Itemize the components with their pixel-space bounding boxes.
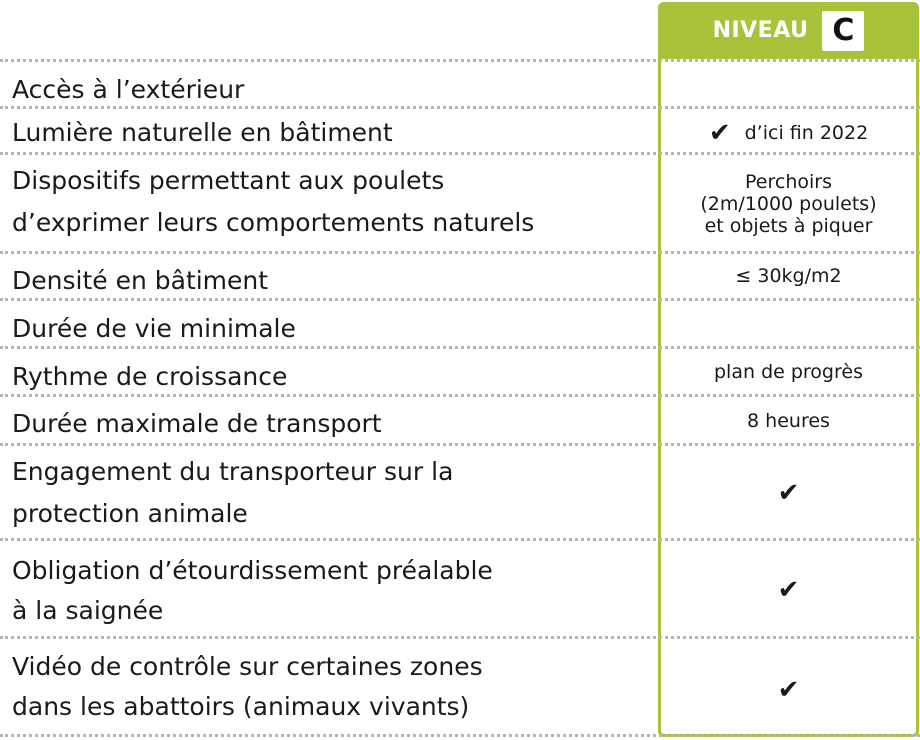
- row-label: Obligation d’étourdissement préalable: [12, 556, 493, 585]
- level-header: [658, 2, 919, 59]
- row-value: [661, 480, 916, 506]
- row-value: [661, 677, 916, 703]
- row-label: Accès à l’extérieur: [12, 75, 245, 104]
- row-label: dans les abattoirs (animaux vivants): [12, 692, 470, 721]
- level-word: NIVEAU: [712, 18, 809, 43]
- table-row: [0, 446, 920, 541]
- row-value: Perchoirs (2m/1000 poulets) et objets à piquer: [700, 171, 877, 237]
- table-row: [0, 155, 920, 254]
- row-label: Rythme de croissance: [12, 362, 288, 391]
- row-value: plan de progrès: [714, 361, 863, 383]
- table-row: [0, 106, 920, 155]
- row-value: [661, 577, 916, 603]
- row-label: Dispositifs permettant aux poulets: [12, 166, 445, 195]
- row-label: protection animale: [12, 499, 248, 528]
- row-label: Lumière naturelle en bâtiment: [12, 118, 393, 147]
- row-label: Durée de vie minimale: [12, 314, 296, 343]
- check-icon: ✔: [777, 478, 800, 508]
- level-letter-badge: C: [822, 11, 864, 51]
- row-value: 8 heures: [747, 410, 830, 432]
- table-row: [0, 254, 920, 301]
- table-row: [0, 639, 920, 737]
- row-label: Durée maximale de transport: [12, 409, 382, 438]
- table-row: [0, 349, 920, 397]
- table-row: [0, 541, 920, 639]
- table-row: [0, 301, 920, 349]
- row-label: à la saignée: [12, 596, 164, 625]
- table-row: [0, 59, 920, 109]
- row-label: Vidéo de contrôle sur certaines zones: [12, 652, 483, 681]
- check-icon: ✔: [708, 118, 731, 148]
- row-label: Engagement du transporteur sur la: [12, 457, 454, 486]
- row-value: ✔ d’ici fin 2022: [708, 118, 869, 148]
- row-label: d’exprimer leurs comportements naturels: [12, 208, 535, 237]
- table-row: [0, 397, 920, 446]
- check-icon: ✔: [777, 675, 800, 705]
- row-label: Densité en bâtiment: [12, 266, 269, 295]
- row-value: ≤ 30kg/m2: [735, 265, 842, 287]
- check-icon: ✔: [777, 575, 800, 605]
